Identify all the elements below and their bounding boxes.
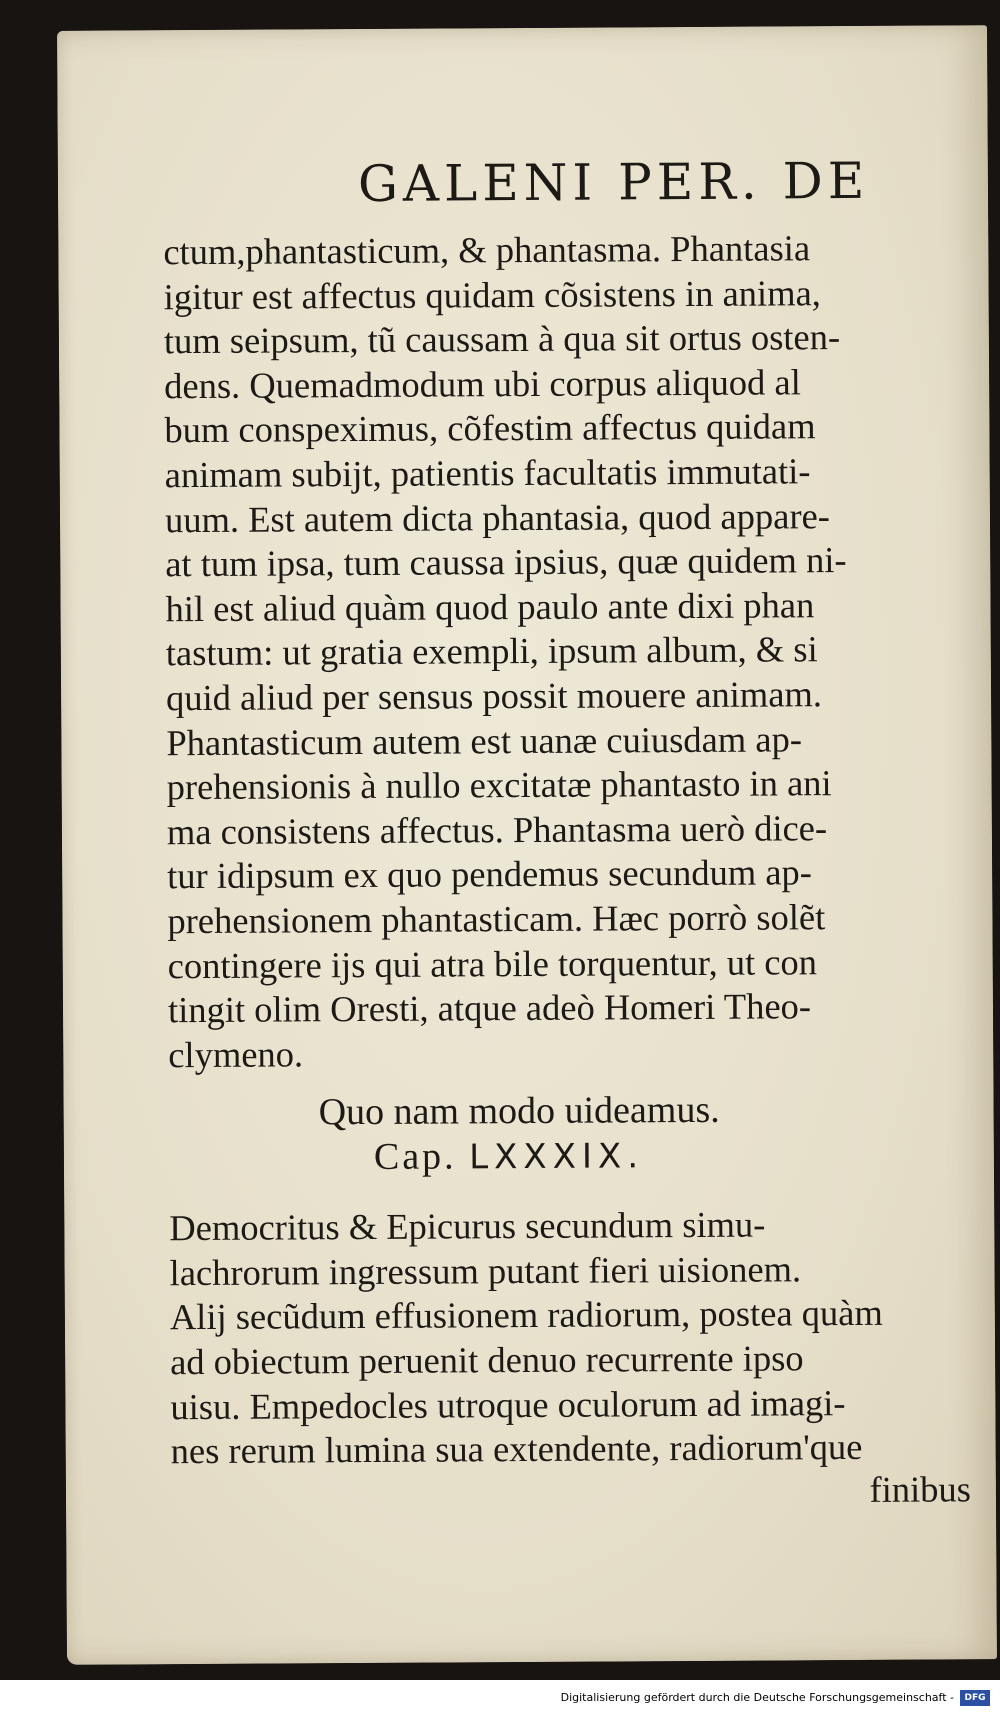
text-line: at tum ipsa, tum caussa ipsius, quæ quidem ni-	[165, 539, 847, 585]
footer-credit: Digitalisierung gefördert durch die Deutsche Forschungsgemeinschaft -	[560, 1691, 954, 1704]
footer-bar	[0, 1680, 1000, 1714]
catchword: finibus	[869, 1468, 972, 1510]
text-line: Alij secũdum effusionem radiorum, postea quàm	[169, 1292, 883, 1338]
chapter-heading	[169, 1130, 999, 1182]
text-line: uum. Est autem dicta phantasia, quod appare-	[164, 494, 831, 540]
chapter-number: LXXXIX.	[469, 1136, 645, 1178]
text-line: contingere ijs qui atra bile torquentur, ut con	[167, 940, 818, 986]
chapter-label: Cap.	[373, 1135, 457, 1179]
text-line: hil est aliud quàm quod paulo ante dixi phan	[165, 583, 815, 629]
chapter-title: Quo nam modo uideamus.	[318, 1089, 720, 1134]
text-line: prehensionis à nullo excitatæ phantasto in ani	[166, 762, 832, 808]
text-line: ma consistens affectus. Phantasma uerò dice-	[166, 806, 828, 852]
text-block	[163, 145, 1000, 1514]
running-head: GALENI PER. DE	[357, 151, 870, 214]
text-line: Phantasticum autem est uanæ cuiusdam ap-	[166, 717, 803, 763]
text-line: tum seipsum, tũ caussam à qua sit ortus osten-	[163, 316, 841, 362]
text-line: ctum,phantasticum, & phantasma. Phantasia	[163, 227, 811, 273]
text-line: lachrorum ingressum putant fieri uisionem.	[169, 1248, 802, 1294]
text-line: uisu. Empedocles utroque oculorum ad imagi-	[170, 1381, 846, 1427]
text-line: tur idipsum ex quo pendemus secundum ap-	[167, 851, 813, 897]
text-line: tingit olim Oresti, atque adeò Homeri Theo-	[167, 985, 812, 1031]
text-line: quid aliud per sensus possit mouere animam.	[165, 673, 823, 719]
text-line: ad obiectum peruenit denuo recurrente ipso	[170, 1337, 804, 1383]
text-line: bum conspeximus, cõfestim affectus quidam	[164, 405, 816, 451]
text-line: animam subijt, patientis facultatis immutati-	[164, 450, 811, 496]
text-line: igitur est affectus quidam cõsistens in anima,	[163, 271, 821, 317]
book-page	[57, 25, 997, 1665]
text-line: clymeno.	[168, 1033, 304, 1075]
text-line: dens. Quemadmodum ubi corpus aliquod al	[164, 361, 801, 406]
text-line: tastum: ut gratia exempli, ipsum album, & si	[165, 628, 818, 674]
text-line: nes rerum lumina sua extendente, radiorum'que	[170, 1426, 863, 1472]
dfg-logo-icon: DFG	[960, 1690, 990, 1706]
text-line: Democritus & Epicurus secundum simu-	[169, 1203, 766, 1249]
text-line: prehensionem phantasticam. Hæc porrò solẽt	[167, 896, 826, 942]
